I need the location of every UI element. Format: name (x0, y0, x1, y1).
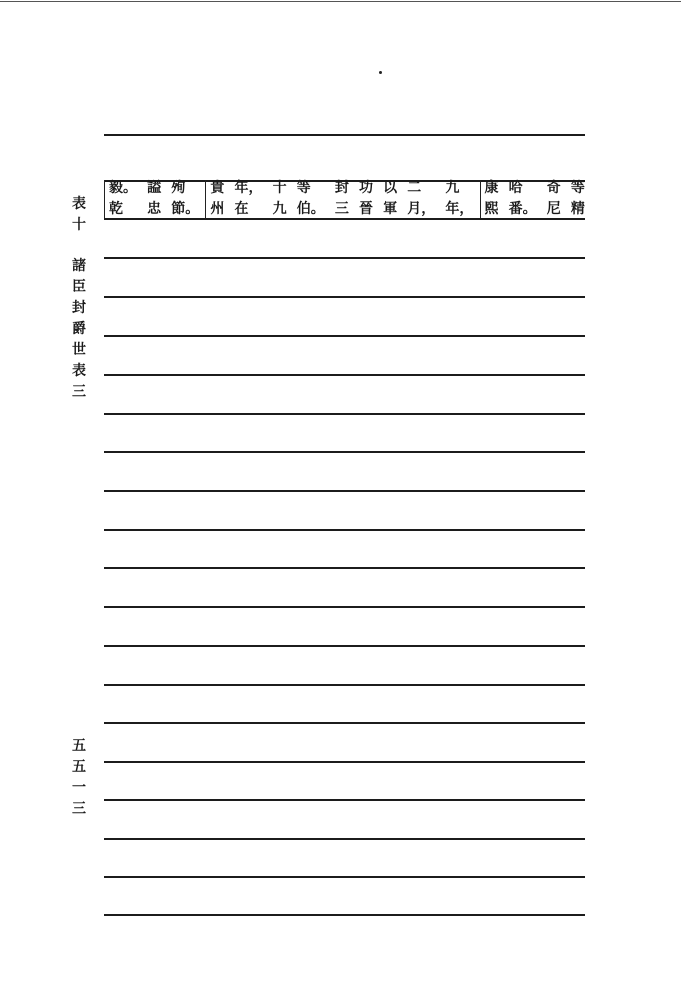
table-rule (104, 374, 585, 376)
column-char-bottom: 三 (334, 201, 349, 217)
column-char-top: 謚 (147, 180, 162, 196)
column-char-top: 康 (484, 180, 499, 196)
table-rule (104, 799, 585, 801)
page-number-char: 一 (72, 780, 86, 796)
column-char-top: 十 (272, 180, 287, 196)
column-char-top: 奇 (546, 180, 561, 196)
table-rule (104, 451, 585, 453)
page-number-char: 五 (72, 738, 86, 754)
text-column (505, 180, 537, 218)
table-rule (104, 838, 585, 840)
column-char-top: 功 (359, 180, 373, 196)
table-rule (104, 335, 585, 337)
column-char-top: 以 (383, 180, 398, 196)
section-char: 表 (72, 196, 86, 212)
table-title (66, 256, 92, 403)
text-column (403, 180, 435, 218)
column-char-bottom: 月， (407, 201, 436, 217)
text-column (543, 180, 561, 218)
column-char-bottom: 乾 (109, 201, 123, 217)
text-column (480, 180, 499, 218)
text-column (293, 180, 325, 218)
column-char-top: 年， (234, 180, 263, 196)
page-number-char: 五 (72, 759, 86, 775)
page-top-edge (0, 1, 681, 2)
table-rule (104, 257, 585, 259)
table-rule (104, 529, 585, 531)
title-char: 表 (72, 363, 86, 379)
text-column (567, 180, 585, 218)
text-column (143, 180, 161, 218)
title-char: 臣 (72, 279, 86, 295)
column-char-bottom: 在 (234, 201, 249, 217)
table-rule (104, 722, 585, 724)
column-char-bottom: 精 (570, 201, 585, 217)
column-char-bottom: 軍 (383, 201, 398, 217)
title-char: 三 (72, 384, 86, 400)
ink-speck (379, 71, 382, 74)
column-char-top: 毅。 (109, 180, 137, 196)
table-rule (104, 413, 585, 415)
title-char: 世 (72, 342, 86, 358)
table-rule (104, 684, 585, 686)
text-column (167, 180, 199, 218)
column-char-bottom: 節。 (171, 201, 200, 217)
text-column (104, 180, 137, 218)
text-column (205, 180, 224, 218)
page-number (66, 736, 92, 820)
column-char-top: 等 (570, 180, 585, 196)
table-rule (104, 567, 585, 569)
column-char-bottom: 忠 (147, 201, 162, 217)
table-rule (104, 296, 585, 298)
title-char: 爵 (72, 321, 86, 337)
column-char-top: 等 (296, 180, 311, 196)
column-char-bottom: 熙 (484, 201, 499, 217)
column-char-bottom: 年， (445, 201, 474, 217)
column-char-bottom: 番。 (508, 201, 537, 217)
title-char: 封 (72, 300, 86, 316)
column-char-bottom: 九 (272, 201, 287, 217)
table-entry-row (104, 180, 585, 218)
section-char: 十 (72, 217, 86, 233)
text-column (269, 180, 287, 218)
column-char-top: 貴 (210, 180, 225, 196)
text-column (231, 180, 263, 218)
text-column (379, 180, 397, 218)
column-char-bottom: 尼 (546, 201, 561, 217)
table-rule (104, 134, 585, 136)
table-rule (104, 876, 585, 878)
column-char-bottom: 州 (210, 201, 225, 217)
column-char-bottom: 伯。 (296, 201, 325, 217)
column-char-top: 哈 (508, 180, 523, 196)
text-column (331, 180, 349, 218)
column-char-bottom: 晉 (359, 201, 373, 217)
table-rule (104, 914, 585, 916)
column-char-top: 二 (407, 180, 422, 196)
table-rule (104, 490, 585, 492)
text-column (441, 180, 473, 218)
title-char: 諸 (72, 258, 86, 274)
table-rule (104, 606, 585, 608)
table-rule (104, 218, 585, 220)
section-label (66, 194, 92, 236)
column-char-top: 殉 (171, 180, 186, 196)
page-number-char: 三 (72, 801, 86, 817)
table-rule (104, 645, 585, 647)
table-rule (104, 761, 585, 763)
text-column (355, 180, 373, 218)
column-char-top: 封 (334, 180, 349, 196)
column-char-top: 九 (445, 180, 460, 196)
